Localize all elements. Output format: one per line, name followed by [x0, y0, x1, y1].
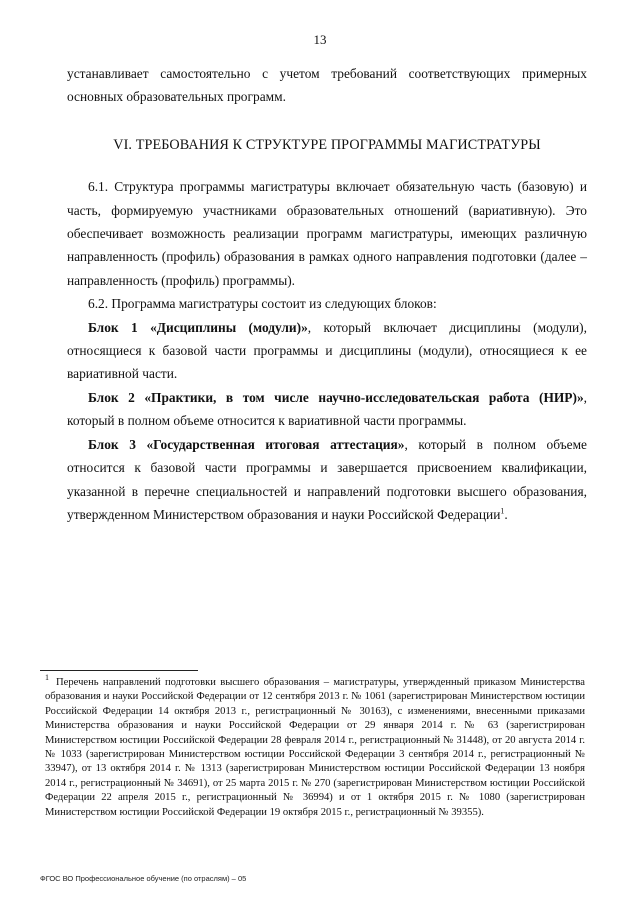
section-heading: VI. ТРЕБОВАНИЯ К СТРУКТУРЕ ПРОГРАММЫ МАГИСТРАТУРЫ: [113, 136, 541, 153]
block-3-end: .: [504, 506, 508, 522]
block-3-title: Блок 3 «Государственная итоговая аттестация»: [88, 436, 405, 452]
block-1-paragraph: [67, 316, 587, 386]
footnote: [45, 673, 585, 820]
block-2-text: , который в полном объеме относится к вариативной части программы.: [67, 389, 587, 429]
page-number: 13: [313, 32, 327, 47]
block-2-paragraph: [67, 386, 587, 433]
block-1-text: , который включает дисциплины (модули), относящиеся к базовой части программы и дисциплины (модули), относящиеся к ее вариативной части.: [67, 319, 587, 382]
footnote-reference[interactable]: 1: [500, 506, 505, 516]
block-1-title: Блок 1 «Дисциплины (модули)»: [88, 319, 308, 335]
paragraph-6-2: 6.2. Программа магистратуры состоит из следующих блоков:: [88, 296, 437, 312]
footnote-separator: [40, 670, 198, 671]
block-3-paragraph: [67, 433, 587, 527]
footnote-text: Перечень направлений подготовки высшего образования – магистратуры, утвержденный приказом Министерства образования и науки Российской Федерации от 12 сентября 2013 г. № 1061 (зарегистрирован Министерством юстиции Российской Федерации 14 октября 2013 г., регистрационный № 30163), с изменениями, внесенными приказами Министерства образования и науки Российской Федерации от 29 января 2014 г. № 63 (зарегистрирован Министерством юстиции Российской Федерации 28 февраля 2014 г., регистрационный № 31448), от 20 августа 2014 г. № 1033 (зарегистрирован Министерством юстиции Российской Федерации 3 сентября 2014 г., регистрационный № 33947), от 13 октября 2014 г. № 1313 (зарегистрирован Министерством юстиции Российской Федерации 13 ноября 2014 г., регистрационный № 34691), от 25 марта 2015 г. № 270 (зарегистрирован Министерством юстиции Российской Федерации 22 апреля 2015 г., регистрационный № 36994) и от 1 октября 2015 г. № 1080 (зарегистрирован Министерством юстиции Российской Федерации 19 октября 2015 г., регистрационный № 39355).: [45, 677, 585, 818]
block-3-text: , который в полном объеме относится к базовой части программы и завершается присвоением квалификации, указанной в перечне специальностей и направлений подготовки высшего образования, утвержденном Министерством образования и науки Российской Федерации: [67, 436, 587, 522]
document-body: [67, 62, 587, 526]
continuation-paragraph: устанавливает самостоятельно с учетом требований соответствующих примерных основных образовательных программ.: [67, 66, 587, 105]
paragraph-6-1: 6.1. Структура программы магистратуры включает обязательную часть (базовую) и часть, формируемую участниками образовательных отношений (вариативную). Это обеспечивает возможность реализации программ магистратуры, имеющих различную направленность (профиль) образования в рамках одного направления подготовки (далее – направленность (профиль) программы).: [67, 179, 587, 288]
block-2-title: Блок 2 «Практики, в том числе научно-исследовательская работа (НИР)»: [88, 389, 584, 405]
footnote-mark: 1: [45, 673, 49, 683]
page-footer: ФГОС ВО Профессиональное обучение (по отраслям) – 05: [40, 874, 247, 883]
